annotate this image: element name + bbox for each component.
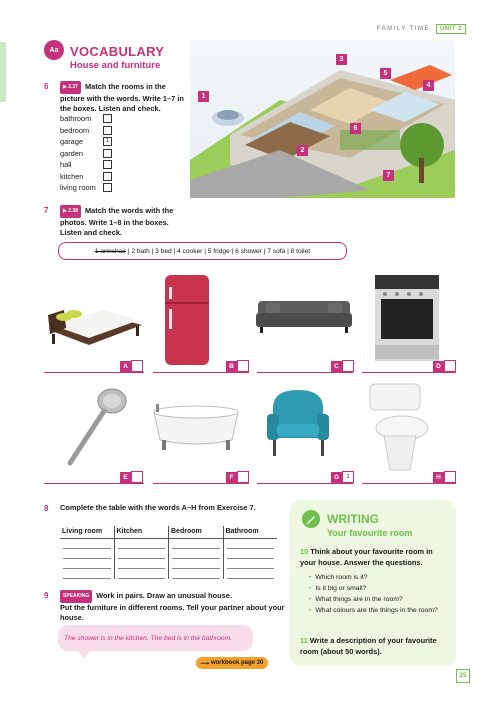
house-tag: 5 — [380, 68, 391, 79]
list-item: • What things are in the room? — [309, 594, 449, 605]
audio-track-badge[interactable]: ▶ 2.38 — [60, 205, 81, 218]
exercise-6-instruction: ▶ 2.37 Match the rooms in the picture with the words. Write 1–7 in the boxes. Listen and check. — [60, 82, 184, 113]
house-tag: 1 — [198, 91, 209, 102]
list-item: hall — [60, 159, 112, 171]
exercise-8-number: 8 — [44, 504, 49, 513]
list-item: bathroom — [60, 113, 112, 125]
page-header — [377, 24, 466, 34]
toilet-photo — [364, 380, 429, 475]
list-item: • Is it big or small? — [309, 583, 449, 594]
column-header: Kitchen — [114, 526, 169, 538]
answer-box[interactable] — [103, 149, 112, 158]
answer-box[interactable] — [103, 114, 112, 123]
word-item: 7 sofa — [267, 247, 286, 255]
exercise-6-number: 6 — [44, 82, 49, 91]
vocabulary-subtitle: House and furniture — [70, 60, 161, 71]
answer-box[interactable] — [103, 126, 112, 135]
list-item: living room — [60, 182, 112, 194]
photo-answer-e[interactable]: E — [120, 471, 143, 483]
answer-column[interactable] — [223, 539, 278, 579]
writing-subtitle: Your favourite room — [327, 528, 413, 538]
answer-box[interactable] — [103, 172, 112, 181]
fridge-photo — [163, 273, 213, 368]
divider — [257, 483, 353, 484]
room-list — [60, 113, 112, 194]
photo-answer-c[interactable]: C — [331, 360, 354, 372]
exercise-9-number: 9 — [44, 591, 49, 600]
word-bank: 1 armchair | 2 bath | 3 bed | 4 cooker | 5 fridge | 6 shower | 7 sofa | 8 toilet — [58, 242, 347, 260]
list-item: kitchen — [60, 171, 112, 183]
divider — [362, 372, 456, 373]
column-header: Bathroom — [223, 526, 278, 538]
column-header: Bedroom — [168, 526, 223, 538]
vocabulary-title: VOCABULARY — [70, 44, 165, 59]
list-item: • Which room is it? — [309, 572, 449, 583]
word-item: 6 shower — [235, 247, 262, 255]
divider — [257, 372, 353, 373]
question-list — [309, 572, 449, 616]
audio-track-badge[interactable]: ▶ 2.37 — [60, 81, 81, 94]
example-speech-bubble: The shower is in the kitchen. The bed is in the bathroom. — [58, 625, 253, 651]
photo-answer-f[interactable]: F — [226, 471, 249, 483]
divider — [153, 372, 249, 373]
list-item: garden — [60, 148, 112, 160]
answer-box[interactable] — [103, 183, 112, 192]
speech-bubble-tail — [78, 651, 90, 659]
answer-column[interactable] — [114, 539, 169, 579]
furniture-table — [60, 526, 277, 579]
photo-answer-a[interactable]: A — [120, 360, 143, 372]
vocabulary-icon: Aa — [44, 40, 64, 60]
word-item: 8 toilet — [290, 247, 311, 255]
divider — [153, 483, 249, 484]
unit-badge: UNIT 2 — [436, 24, 466, 34]
pencil-icon — [302, 510, 320, 528]
photo-answer-g[interactable]: G 1 — [331, 471, 354, 483]
sofa-photo — [254, 293, 354, 338]
list-item: garage 1 — [60, 136, 112, 148]
cooker-photo — [373, 273, 443, 363]
photo-answer-h[interactable]: H — [433, 471, 456, 483]
writing-title: WRITING — [327, 512, 379, 526]
answer-column[interactable] — [168, 539, 223, 579]
word-item: 2 bath — [131, 247, 150, 255]
shower-photo — [62, 383, 132, 468]
list-item: • What colours are the things in the room? — [309, 605, 449, 616]
answer-box[interactable] — [103, 160, 112, 169]
workbook-link[interactable]: ⟶ workbook page 30 — [196, 657, 268, 669]
house-tag: 2 — [297, 145, 308, 156]
page-number: 25 — [456, 669, 470, 683]
divider — [44, 372, 144, 373]
word-item: 1 armchair — [94, 247, 127, 255]
word-item: 4 cooker — [177, 247, 203, 255]
answer-column[interactable] — [60, 539, 114, 579]
margin-tab — [0, 42, 6, 102]
section-title: FAMILY TIME — [376, 26, 430, 32]
photo-answer-b[interactable]: B — [226, 360, 249, 372]
house-tag: 6 — [350, 123, 361, 134]
bath-photo — [150, 400, 242, 455]
exercise-10-instruction: 10 Think about your favourite room in your house. Answer the questions. — [300, 547, 433, 567]
table-header — [60, 526, 277, 539]
arrow-icon: ⟶ — [200, 660, 211, 667]
photo-answer-d[interactable]: D — [433, 360, 456, 372]
exercise-7-instruction: ▶ 2.38 Match the words with the photos. Write 1–8 in the boxes. Listen and check. — [60, 206, 174, 237]
exercise-11-instruction: 11 Write a description of your favourite room (about 50 words). — [300, 636, 437, 656]
table-body — [60, 539, 277, 579]
divider — [362, 483, 456, 484]
exercise-8-instruction: Complete the table with the words A–H from Exercise 7. — [60, 503, 256, 512]
house-cutaway-drawing — [190, 40, 455, 198]
answer-box[interactable]: 1 — [103, 137, 112, 146]
word-item: 3 bed — [155, 247, 172, 255]
bed-photo — [44, 290, 144, 355]
divider — [44, 483, 144, 484]
house-tag: 7 — [383, 170, 394, 181]
house-tag: 3 — [336, 54, 347, 65]
house-illustration — [190, 40, 455, 198]
word-item: 5 fridge — [207, 247, 230, 255]
list-item: bedroom — [60, 125, 112, 137]
armchair-photo — [263, 388, 333, 460]
speaking-badge: SPEAKING — [60, 590, 92, 603]
exercise-7-number: 7 — [44, 206, 49, 215]
column-header: Living room — [62, 528, 103, 535]
house-tag: 4 — [423, 80, 434, 91]
exercise-9-instruction: SPEAKING Work in pairs. Draw an unusual house. Put the furniture in different rooms. Tell your partner about your house. — [60, 591, 285, 622]
